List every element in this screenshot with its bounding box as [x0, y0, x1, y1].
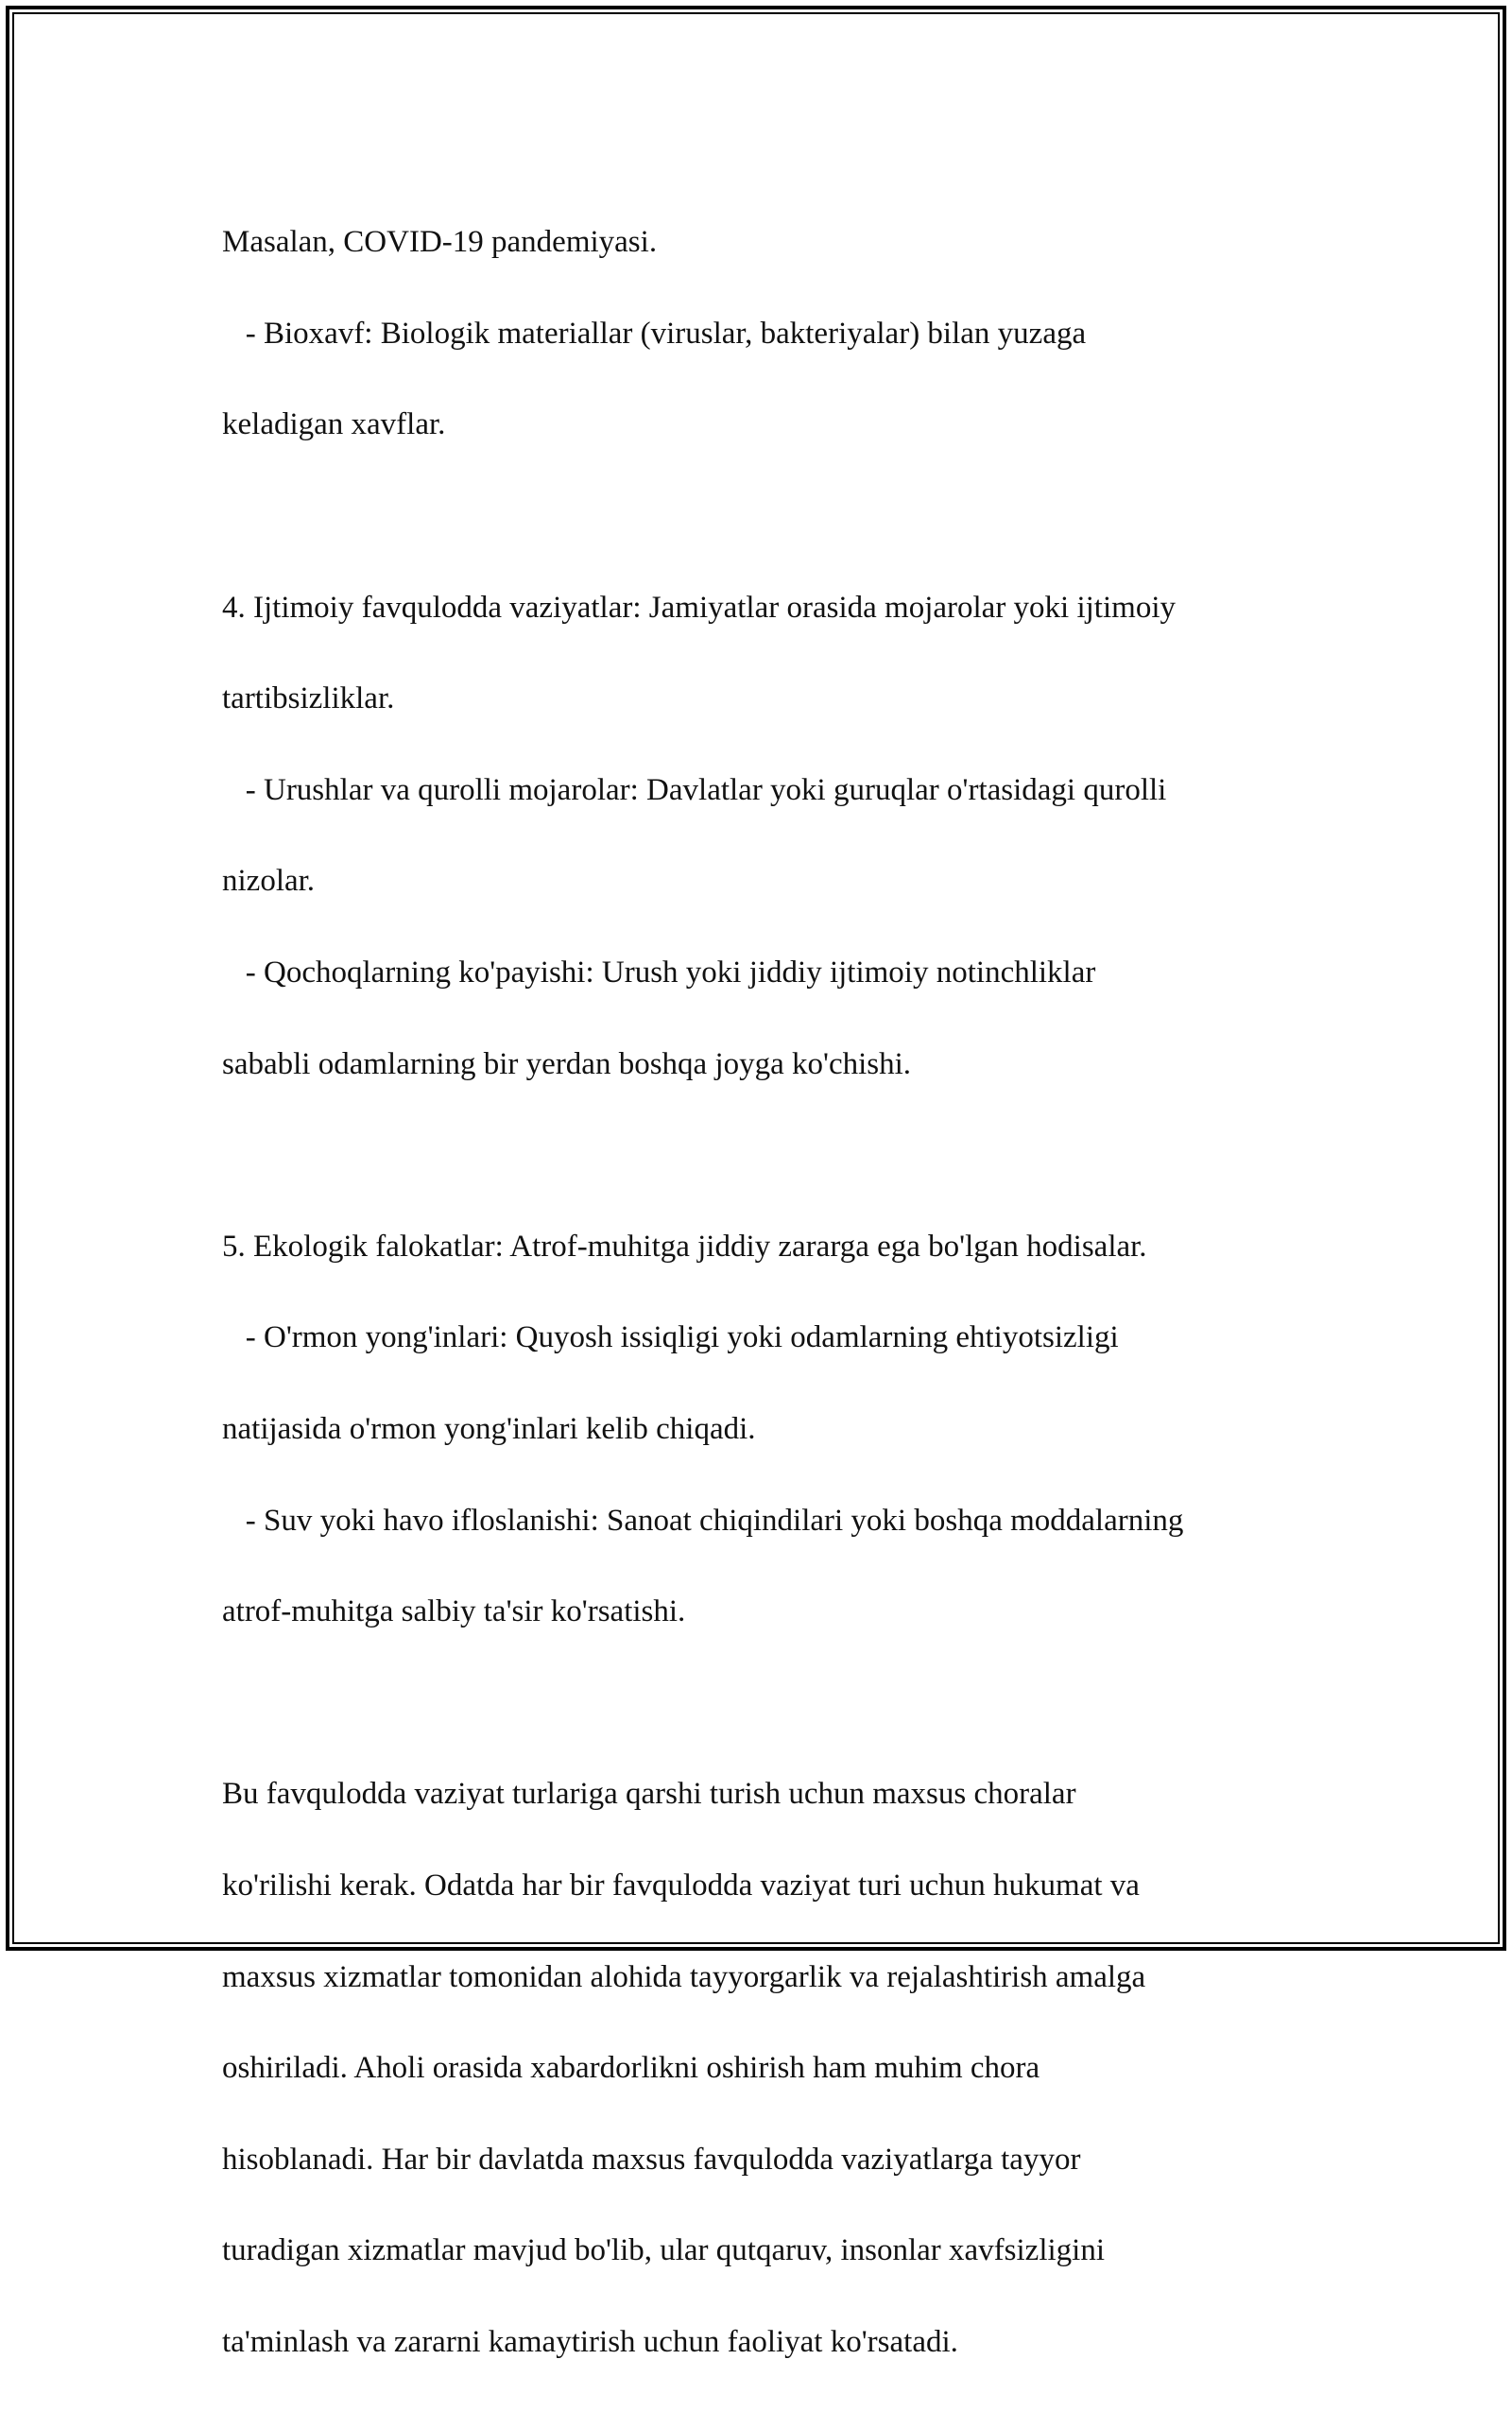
text-line: nizolar.: [222, 864, 316, 899]
text-line: - O'rmon yong'inlari: Quyosh issiqligi yoki odamlarning ehtiyotsizligi: [222, 1320, 1119, 1355]
text-line: 5. Ekologik falokatlar: Atrof-muhitga jiddiy zararga ega bo'lgan hodisalar.: [222, 1229, 1147, 1264]
text-line: tartibsizliklar.: [222, 681, 395, 716]
text-line: Masalan, COVID-19 pandemiyasi.: [222, 225, 658, 260]
document-body: [222, 174, 1299, 2411]
text-line: - Urushlar va qurolli mojarolar: Davlatlar yoki guruqlar o'rtasidagi qurolli: [222, 772, 1167, 807]
text-line: - Bioxavf: Biologik materiallar (viruslar, bakteriyalar) bilan yuzaga: [222, 316, 1087, 351]
text-line: maxsus xizmatlar tomonidan alohida tayyorgarlik va rejalashtirish amalga: [222, 1959, 1146, 1994]
text-line: natijasida o'rmon yong'inlari kelib chiqadi.: [222, 1412, 756, 1447]
paragraph-gap: [222, 493, 1299, 539]
text-line: hisoblanadi. Har bir davlatda maxsus favqulodda vaziyatlarga tayyor: [222, 2142, 1081, 2177]
text-line: Bu favqulodda vaziyat turlariga qarshi turish uchun maxsus choralar: [222, 1777, 1076, 1812]
text-line: 4. Ijtimoiy favqulodda vaziyatlar: Jamiyatlar orasida mojarolar yoki ijtimoiy: [222, 590, 1176, 625]
text-line: ta'minlash va zararni kamaytirish uchun faoliyat ko'rsatadi.: [222, 2324, 958, 2359]
text-line: turadigan xizmatlar mavjud bo'lib, ular qutqaruv, insonlar xavfsizligini: [222, 2233, 1105, 2268]
text-line: keladigan xavflar.: [222, 407, 446, 442]
text-line: - Suv yoki havo ifloslanishi: Sanoat chiqindilari yoki boshqa moddalarning: [222, 1503, 1184, 1538]
paragraph-gap: [222, 1132, 1299, 1178]
text-line: ko'rilishi kerak. Odatda har bir favqulodda vaziyat turi uchun hukumat va: [222, 1868, 1140, 1903]
text-line: - Qochoqlarning ko'payishi: Urush yoki jiddiy ijtimoiy notinchliklar: [222, 956, 1096, 990]
text-line: atrof-muhitga salbiy ta'sir ko'rsatishi.: [222, 1594, 686, 1629]
text-line: sababli odamlarning bir yerdan boshqa joyga ko'chishi.: [222, 1046, 912, 1081]
paragraph-gap: [222, 1680, 1299, 1726]
text-line: oshiriladi. Aholi orasida xabardorlikni oshirish ham muhim chora: [222, 2051, 1040, 2086]
